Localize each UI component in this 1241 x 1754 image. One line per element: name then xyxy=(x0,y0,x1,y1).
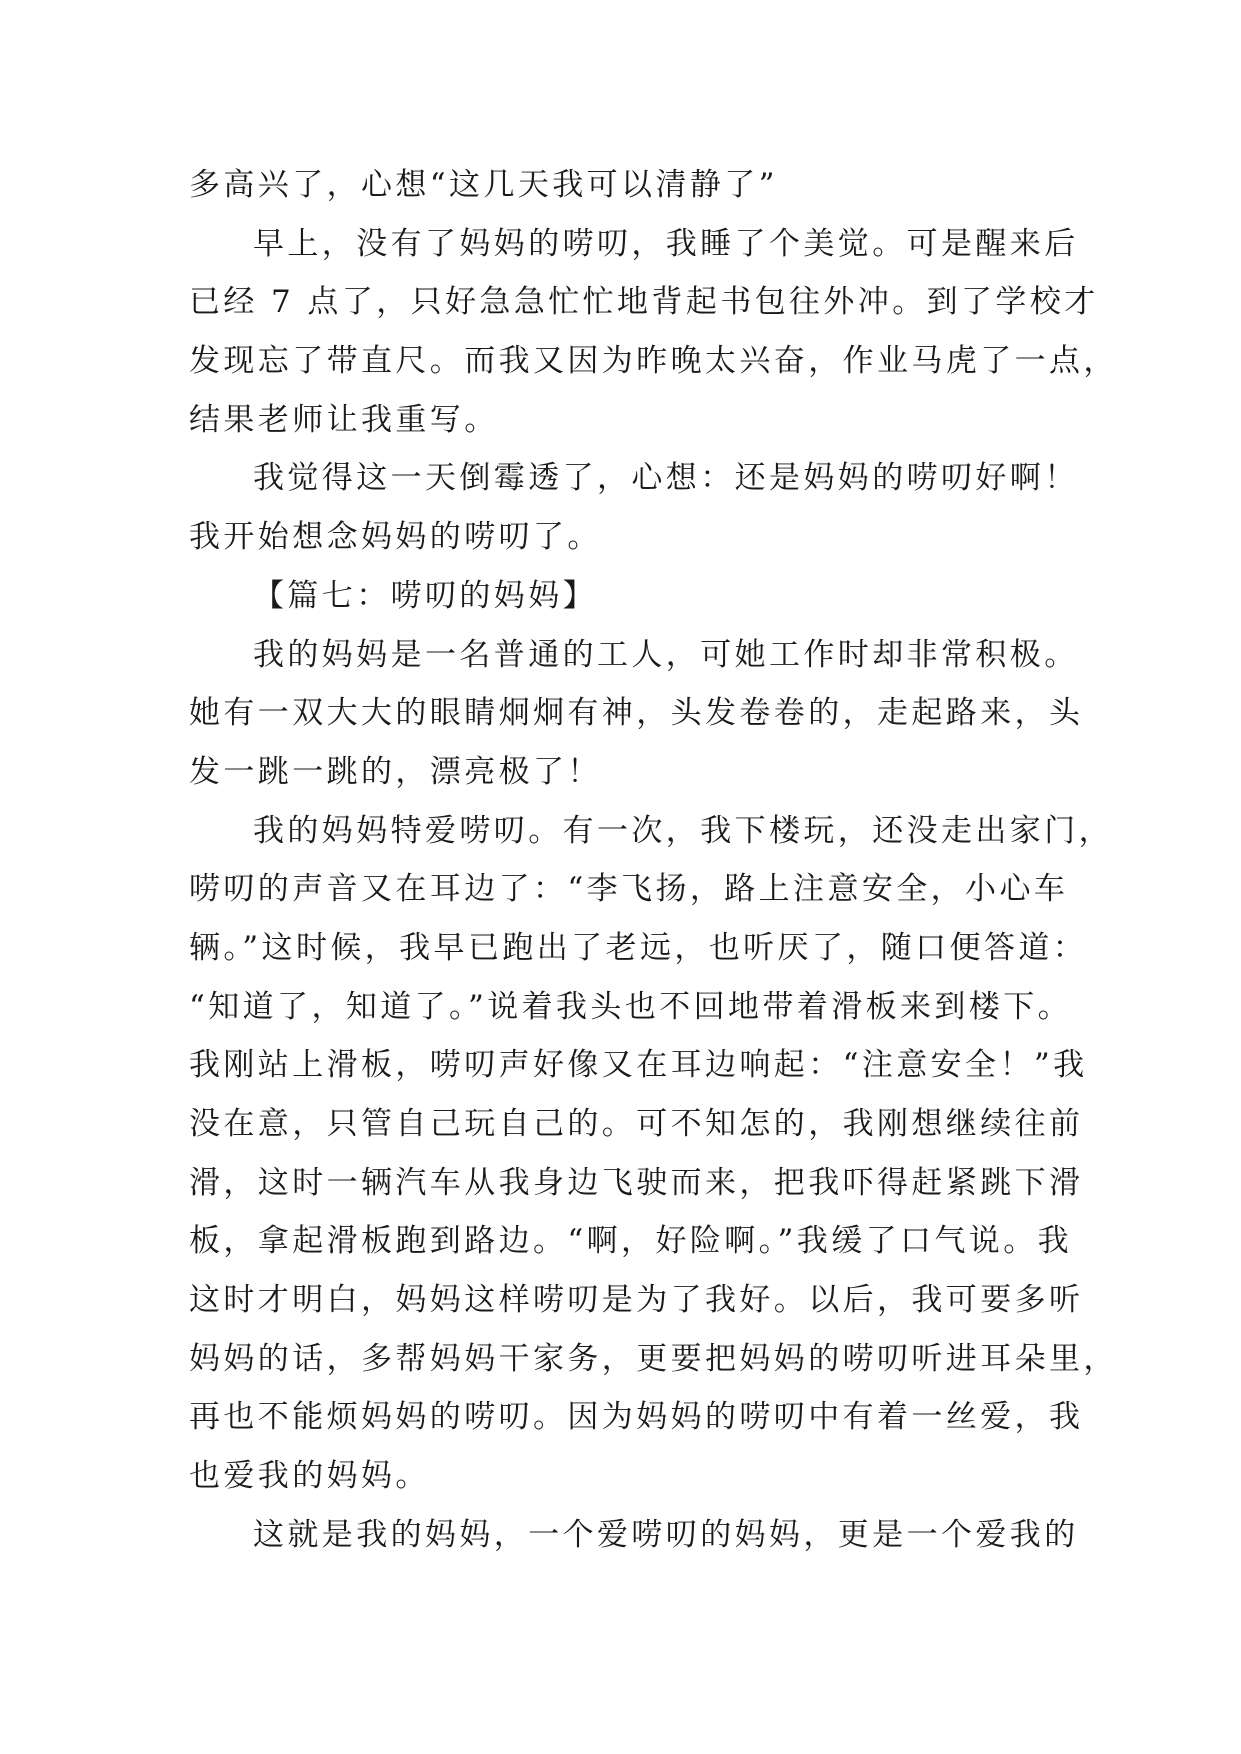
text-line: 辆。”这时候，我早已跑出了老远，也听厌了，随口便答道： xyxy=(189,929,1088,966)
text-line: 唠叨的声音又在耳边了：“李飞扬，路上注意安全，小心车 xyxy=(189,871,1069,908)
text-line: 早上，没有了妈妈的唠叨，我睡了个美觉。可是醒来后 xyxy=(253,225,1079,262)
text-line: 发现忘了带直尺。而我又因为昨晚太兴奋，作业马虎了一点， xyxy=(189,343,1118,380)
text-line: 我刚站上滑板，唠叨声好像又在耳边响起：“注意安全！”我 xyxy=(189,1047,1088,1084)
text-line: 也爱我的妈妈。 xyxy=(189,1458,430,1495)
text-line: 滑，这时一辆汽车从我身边飞驶而来，把我吓得赶紧跳下滑 xyxy=(189,1164,1084,1201)
text-line: 我的妈妈特爱唠叨。有一次，我下楼玩，还没走出家门， xyxy=(253,812,1113,849)
text-line: 发一跳一跳的，漂亮极了！ xyxy=(189,753,602,790)
text-line: 板，拿起滑板跑到路边。“啊，好险啊。”我缓了口气说。我 xyxy=(189,1223,1072,1260)
text-line: 这时才明白，妈妈这样唠叨是为了我好。以后，我可要多听 xyxy=(189,1282,1084,1319)
section-heading: 【篇七：唠叨的妈妈】 xyxy=(253,577,597,614)
text-line: 我觉得这一天倒霉透了，心想：还是妈妈的唠叨好啊！ xyxy=(253,460,1079,497)
text-line: 我的妈妈是一名普通的工人，可她工作时却非常积极。 xyxy=(253,636,1079,673)
text-line: 她有一双大大的眼睛炯炯有神，头发卷卷的，走起路来，头 xyxy=(189,695,1084,732)
text-line: “知道了，知道了。”说着我头也不回地带着滑板来到楼下。 xyxy=(189,988,1072,1025)
text-line: 已经 7 点了，只好急急忙忙地背起书包往外冲。到了学校才 xyxy=(189,284,1099,321)
text-line: 这就是我的妈妈，一个爱唠叨的妈妈，更是一个爱我的 xyxy=(253,1516,1079,1553)
document-page xyxy=(189,156,1118,1565)
text-line: 结果老师让我重写。 xyxy=(189,401,499,438)
text-line: 再也不能烦妈妈的唠叨。因为妈妈的唠叨中有着一丝爱，我 xyxy=(189,1399,1084,1436)
text-line: 我开始想念妈妈的唠叨了。 xyxy=(189,519,602,556)
text-line: 多高兴了，心想“这几天我可以清静了” xyxy=(189,167,778,203)
text-line: 妈妈的话，多帮妈妈干家务，更要把妈妈的唠叨听进耳朵里， xyxy=(189,1340,1118,1377)
text-line: 没在意，只管自己玩自己的。可不知怎的，我刚想继续往前 xyxy=(189,1106,1084,1142)
